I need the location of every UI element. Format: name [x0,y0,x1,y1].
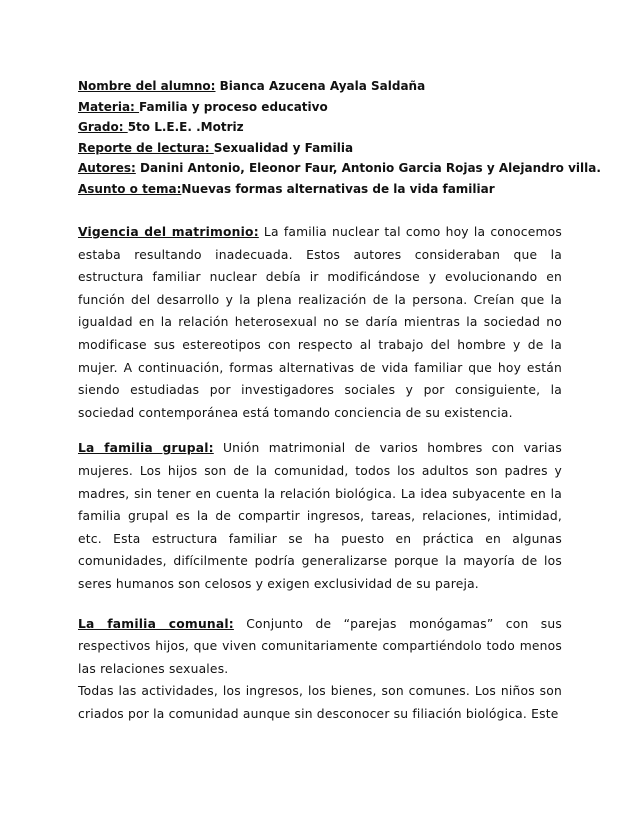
grade-label: Grado: [78,120,128,134]
report-value: Sexualidad y Familia [213,140,354,155]
document-page [78,76,601,725]
grade-value: 5to L.E.E. .Motriz [127,120,244,134]
section-body: Conjunto de “parejas monógamas” con sus respectivos hijos, que viven comunitariamente compartiéndolo todo menos las relaciones sexuales. [78,616,563,676]
topic-label: Asunto o tema: [78,181,182,196]
section-vigencia [78,221,562,424]
section-heading: Vigencia del matrimonio: [78,225,259,239]
section-familia-comunal-continuation: Todas las actividades, los ingresos, los bienes, son comunes. Los niños son criados por la comunidad aunque sin desconocer su filiación biológica. Este [78,684,562,721]
subject-label: Materia: [78,99,140,114]
grade-line [78,117,562,138]
section-familia-comunal [78,613,562,681]
topic-value: Nuevas formas alternativas de la vida familiar [181,181,495,196]
section-familia-grupal [78,437,562,595]
section-heading: La familia grupal: [78,441,214,456]
authors-line [78,158,601,179]
section-heading: La familia comunal: [78,616,234,631]
student-value: Bianca Azucena Ayala Saldaña [215,79,426,93]
authors-label: Autores: [78,161,136,175]
student-line [78,76,562,97]
report-label: Reporte de lectura: [78,140,214,155]
section-body: La familia nuclear tal como hoy la conocemos estaba resultando inadecuada. Estos autores consideraban que la estructura familiar nuclear debía ir modificándose y evolucionando en función del desarrollo y la plena realización de la persona. Creían que la igualdad en la relación heterosexual no se daría mientras la sociedad no modificase sus estereotipos con respecto al trabajo del hombre y de la mujer. A continuación, formas alternativas de vida familiar que hoy están siendo estudiadas por investigadores sociales y por consiguiente, la sociedad contemporánea está tomando conciencia de su existencia. [78,225,562,420]
section-body: Unión matrimonial de varios hombres con varias mujeres. Los hijos son de la comunidad, todos los adultos son padres y madres, sin tener en cuenta la relación biológica. La idea subyacente en la familia grupal es la de compartir ingresos, tareas, relaciones, intimidad, etc. Esta estructura familiar se ha puesto en práctica en algunas comunidades, difícilmente podría generalizarse porque la mayoría de los seres humanos son celosos y exigen exclusividad de su pareja. [78,441,562,591]
subject-line [78,97,562,118]
authors-value: Danini Antonio, Eleonor Faur, Antonio Garcia Rojas y Alejandro villa. [135,161,601,175]
topic-line [78,179,562,200]
subject-value: Familia y proceso educativo [139,99,328,114]
report-line [78,138,562,159]
student-label: Nombre del alumno: [78,79,216,93]
